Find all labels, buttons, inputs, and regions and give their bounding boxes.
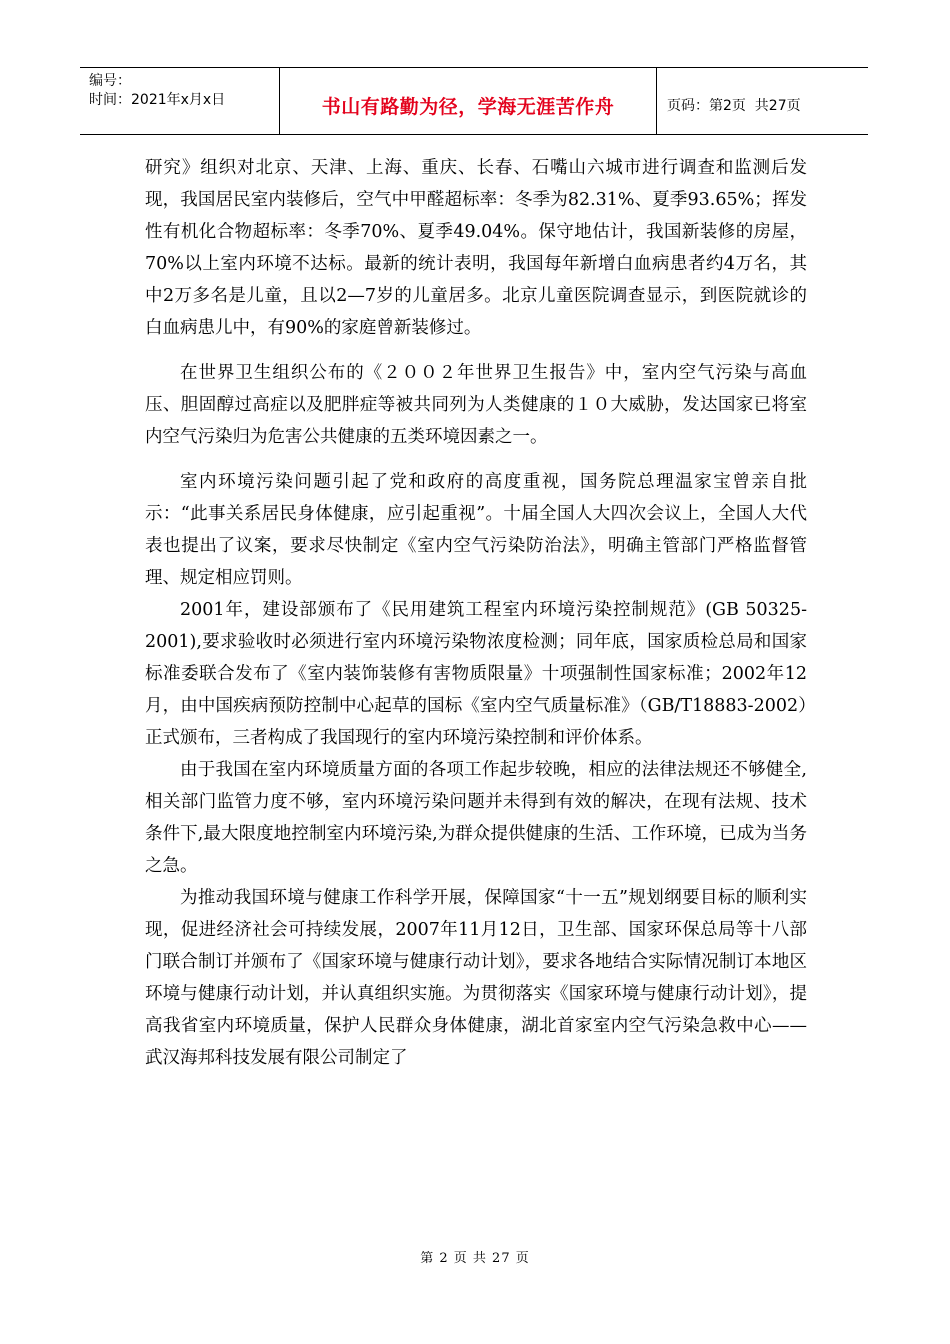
paragraph-4: 2001年，建设部颁布了《民用建筑工程室内环境污染控制规范》(GB 50325-2001),要求验收时必须进行室内环境污染物浓度检测；同年底，国家质检总局和国家标准委联合发布了《室内装饰装修有害物质限量》十项强制性国家标准；2002年12月，由中国疾病预防控制中心起草的国标《室内空气质量标准》（GB/T18883-2002）正式颁布，三者构成了我国现行的室内环境污染控制和评价体系。 (145, 600, 807, 748)
page-header (80, 67, 868, 135)
paragraph-6: 为推动我国环境与健康工作科学开展，保障国家“十一五”规划纲要目标的顺利实现，促进经济社会可持续发展，2007年11月12日，卫生部、国家环保总局等十八部门联合制订并颁布了《国家环境与健康行动计划》，要求各地结合实际情况制订本地区环境与健康行动计划，并认真组织实施。为贯彻落实《国家环境与健康行动计划》，提高我省室内环境质量，保护人民群众身体健康，湖北首家室内空气污染急救中心——武汉海邦科技发展有限公司制定了 (145, 888, 807, 1068)
paragraph-5: 由于我国在室内环境质量方面的各项工作起步较晚，相应的法律法规还不够健全,相关部门监管力度不够，室内环境污染问题并未得到有效的解决，在现有法规、技术条件下,最大限度地控制室内环境污染,为群众提供健康的生活、工作环境，已成为当务之急。 (145, 760, 807, 876)
header-meta-cell (80, 68, 280, 134)
header-motto: 书山有路勤为径，学海无涯苦作舟 (321, 95, 615, 118)
date-label: 时间：2021年x月x日 (89, 92, 226, 108)
paragraph-1: 研究》组织对北京、天津、上海、重庆、长春、石嘴山六城市进行调查和监测后发现，我国居民室内装修后，空气中甲醛超标率：冬季为82.31%、夏季93.65%；挥发性有机化合物超标率：冬季70%、夏季49.04%。保守地估计，我国新装修的房屋，70%以上室内环境不达标。最新的统计表明，我国每年新增白血病患者约4万名，其中2万多名是儿童，且以2—7岁的儿童居多。北京儿童医院调查显示，到医院就诊的白血病患儿中，有90%的家庭曾新装修过。 (145, 158, 807, 338)
header-page-cell (657, 68, 868, 134)
paragraph-3: 室内环境污染问题引起了党和政府的高度重视，国务院总理温家宝曾亲自批示：“此事关系居民身体健康，应引起重视”。十届全国人大四次会议上，全国人大代表也提出了议案，要求尽快制定《室内空气污染防治法》，明确主管部门严格监督管理、规定相应罚则。 (145, 472, 807, 588)
paragraph-2: 在世界卫生组织公布的《２００２年世界卫生报告》中，室内空气污染与高血压、胆固醇过高症以及肥胖症等被共同列为人类健康的１０大威胁，发达国家已将室内空气污染归为危害公共健康的五类环境因素之一。 (145, 363, 807, 447)
page-footer: 第 2 页 共 27 页 (420, 1251, 530, 1266)
header-page-info: 页码：第2页 共27页 (667, 98, 801, 114)
header-motto-cell (280, 68, 657, 134)
document-body (145, 152, 807, 1074)
doc-number-label: 编号： (89, 73, 131, 89)
